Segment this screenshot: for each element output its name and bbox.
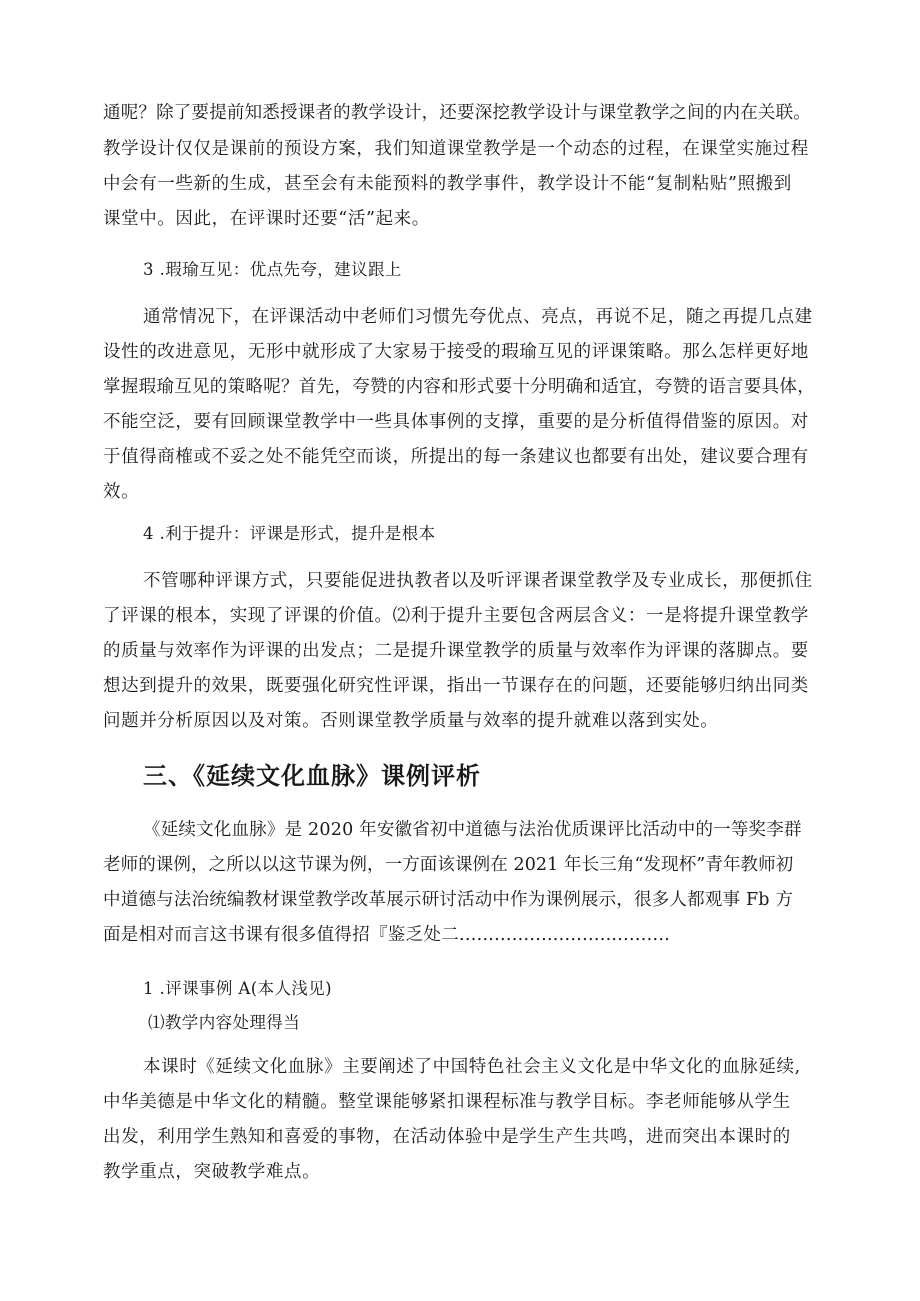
text-line: 中华美德是中华文化的精髓。整堂课能够紧扣课程标准与教学目标。李老师能够从学生 <box>103 1092 791 1112</box>
text-line: 于值得商榷或不妥之处不能凭空而谈，所提出的每一条建议也都要有出处，建议要合理有 <box>103 447 809 467</box>
text-line: 的质量与效率作为评课的出发点；二是提升课堂教学的质量与效率作为评课的落脚点。要 <box>103 641 809 661</box>
text-line: 本课时《延续文化血脉》主要阐述了中国特色社会主义文化是中华文化的血脉延续, <box>143 1057 801 1077</box>
text-line: 中会有一些新的生成，甚至会有未能预料的教学事件，教学设计不能“复制粘贴”照搬到 <box>103 174 792 194</box>
text-line: 了评课的根本，实现了评课的价值。⑵利于提升主要包含两层含义：一是将提升课堂教学 <box>103 606 809 626</box>
text-line: 面是相对而言这书课有很多值得招『鉴乏处二.................................... <box>103 925 671 945</box>
subheading-1: 1 .评课事例 A(本人浅见) <box>143 979 333 998</box>
section-heading: 三、《延续文化血脉》课例评析 <box>143 762 481 790</box>
text-line: 中道德与法治统编教材课堂教学改革展示研讨活动中作为课例展示，很多人都观事 Fb 方 <box>103 890 794 910</box>
text-line: 课堂中。因此，在评课时还要“活”起来。 <box>103 209 430 229</box>
text-line: 掌握瑕瑜互见的策略呢？首先，夸赞的内容和形式要十分明确和适宜，夸赞的语言要具体， <box>103 377 815 397</box>
text-line: 想达到提升的效果，既要强化研究性评课，指出一节课存在的问题，还要能够归纳出同类 <box>103 676 809 696</box>
text-line: 问题并分析原因以及对策。否则课堂教学质量与效率的提升就难以落到实处。 <box>103 711 719 731</box>
text-line: 教学设计仅仅是课前的预设方案，我们知道课堂教学是一个动态的过程，在课堂实施过程 <box>103 139 809 159</box>
text-line: 老师的课例，之所以以这节课为例，一方面该课例在 2021 年长三角“发现杯”青年教师初 <box>103 855 794 875</box>
text-line: 教学重点，突破教学难点。 <box>103 1162 321 1182</box>
text-line: 通常情况下，在评课活动中老师们习惯先夸优点、亮点，再说不足，随之再提几点建 <box>143 307 813 327</box>
subheading-1-sub: ⑴教学内容处理得当 <box>148 1013 301 1032</box>
text-line: 不管哪种评课方式，只要能促进执教者以及听评课者课堂教学及专业成长，那便抓住 <box>143 571 813 591</box>
text-line: 出发，利用学生熟知和喜爱的事物，在活动体验中是学生产生共鸣，进而突出本课时的 <box>103 1127 791 1147</box>
subheading-3: 3 .瑕瑜互见：优点先夸，建议跟上 <box>143 260 402 279</box>
text-line: 通呢？除了要提前知悉授课者的教学设计，还要深挖教学设计与课堂教学之间的内在关联。 <box>103 103 811 123</box>
text-line: 《延续文化血脉》是 2020 年安徽省初中道德与法治优质课评比活动中的一等奖李群 <box>143 820 802 840</box>
subheading-4: 4 .利于提升：评课是形式，提升是根本 <box>143 524 436 543</box>
text-line: 不能空泛，要有回顾课堂教学中一些具体事例的支撑，重要的是分析值得借鉴的原因。对 <box>103 412 809 432</box>
text-line: 设性的改进意见，无形中就形成了大家易于接受的瑕瑜互见的评课策略。那么怎样更好地 <box>103 342 809 362</box>
text-line: 效。 <box>103 482 140 502</box>
